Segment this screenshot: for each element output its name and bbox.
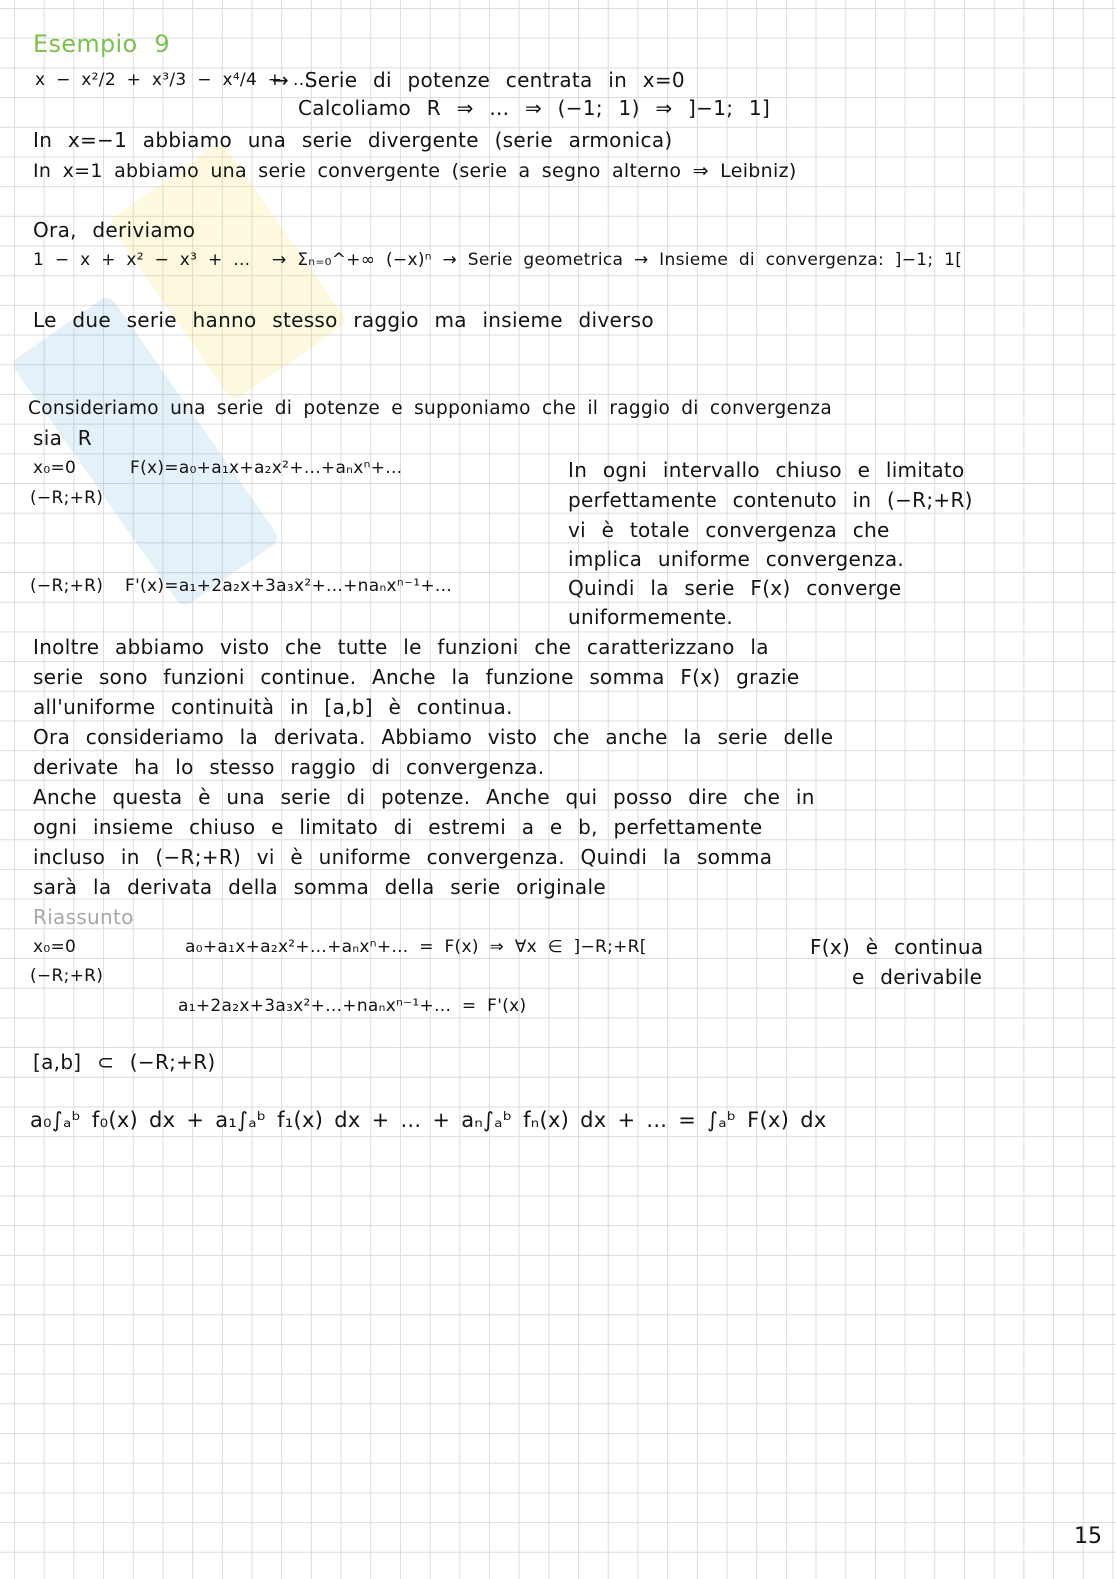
endpoint-minus-one: In x=−1 abbiamo una serie divergente (serie armonica) xyxy=(33,128,673,152)
paragraph-line: derivate ha lo stesso raggio di convergenza. xyxy=(33,755,545,779)
conclusion: Le due serie hanno stesso raggio ma insieme diverso xyxy=(33,308,654,332)
theory-intro-2: sia R xyxy=(33,426,92,450)
paragraph-line: Ora consideriamo la derivata. Abbiamo visto che anche la serie delle xyxy=(33,725,834,749)
summary-property-derivable: e derivabile xyxy=(852,965,983,989)
summary-interval: (−R;+R) xyxy=(30,966,104,986)
paragraph-line: serie sono funzioni continue. Anche la funzione somma F(x) grazie xyxy=(33,665,800,689)
derive-heading: Ora, deriviamo xyxy=(33,218,196,242)
right-note-line: implica uniforme convergenza. xyxy=(568,547,905,571)
interval-label-2: (−R;+R) xyxy=(30,576,104,596)
example-title: Esempio 9 xyxy=(33,30,170,58)
summary-property-continuous: F(x) è continua xyxy=(810,935,984,959)
right-note-line: Quindi la serie F(x) converge xyxy=(568,576,902,600)
radius-calculation: Calcoliamo R ⇒ ... ⇒ (−1; 1) ⇒ ]−1; 1] xyxy=(298,96,771,120)
paragraph-line: Anche questa è una serie di potenze. Anche qui posso dire che in xyxy=(33,785,815,809)
function-series: F(x)=a₀+a₁x+a₂x²+...+aₙxⁿ+... xyxy=(130,458,403,478)
right-note-line: uniformemente. xyxy=(568,605,734,629)
summary-sum: a₀+a₁x+a₂x²+...+aₙxⁿ+... = F(x) ⇒ ∀x ∈ ]−R;+R[ xyxy=(185,937,647,957)
interval-label: (−R;+R) xyxy=(30,488,104,508)
paragraph-line: incluso in (−R;+R) vi è uniforme convergenza. Quindi la somma xyxy=(33,845,773,869)
summary-derived-sum: a₁+2a₂x+3a₃x²+...+naₙxⁿ⁻¹+... = F'(x) xyxy=(178,996,527,1016)
paragraph-line: ogni insieme chiuso e limitato di estremi a e b, perfettamente xyxy=(33,815,763,839)
subset-statement: [a,b] ⊂ (−R;+R) xyxy=(33,1050,216,1074)
page-number: 15 xyxy=(1074,1524,1102,1549)
summary-center: x₀=0 xyxy=(33,937,77,957)
derived-note: → Σₙ₌₀^+∞ (−x)ⁿ → Serie geometrica → Insieme di convergenza: ]−1; 1[ xyxy=(272,250,963,270)
integral-formula: a₀∫ₐᵇ f₀(x) dx + a₁∫ₐᵇ f₁(x) dx + ... + aₙ∫ₐᵇ fₙ(x) dx + ... = ∫ₐᵇ F(x) dx xyxy=(30,1108,827,1132)
endpoint-plus-one: In x=1 abbiamo una serie convergente (serie a segno alterno ⇒ Leibniz) xyxy=(33,160,797,182)
summary-heading: Riassunto xyxy=(33,905,134,929)
theory-intro: Consideriamo una serie di potenze e supponiamo che il raggio di convergenza xyxy=(28,398,832,419)
watermark-shape-blue xyxy=(10,294,280,609)
paragraph-line: Inoltre abbiamo visto che tutte le funzioni che caratterizzano la xyxy=(33,635,769,659)
series-note: → Serie di potenze centrata in x=0 xyxy=(272,68,685,92)
right-note-line: In ogni intervallo chiuso e limitato xyxy=(568,458,965,482)
series-formula: x − x²/2 + x³/3 − x⁴/4 + ... xyxy=(35,70,311,90)
derived-series: 1 − x + x² − x³ + ... xyxy=(33,250,251,270)
derivative-series: F'(x)=a₁+2a₂x+3a₃x²+...+naₙxⁿ⁻¹+... xyxy=(125,576,453,596)
right-note-line: perfettamente contenuto in (−R;+R) xyxy=(568,488,973,512)
right-note-line: vi è totale convergenza che xyxy=(568,518,890,542)
paragraph-line: sarà la derivata della somma della serie originale xyxy=(33,875,606,899)
paragraph-line: all'uniforme continuità in [a,b] è continua. xyxy=(33,695,513,719)
center-x0: x₀=0 xyxy=(33,458,77,478)
